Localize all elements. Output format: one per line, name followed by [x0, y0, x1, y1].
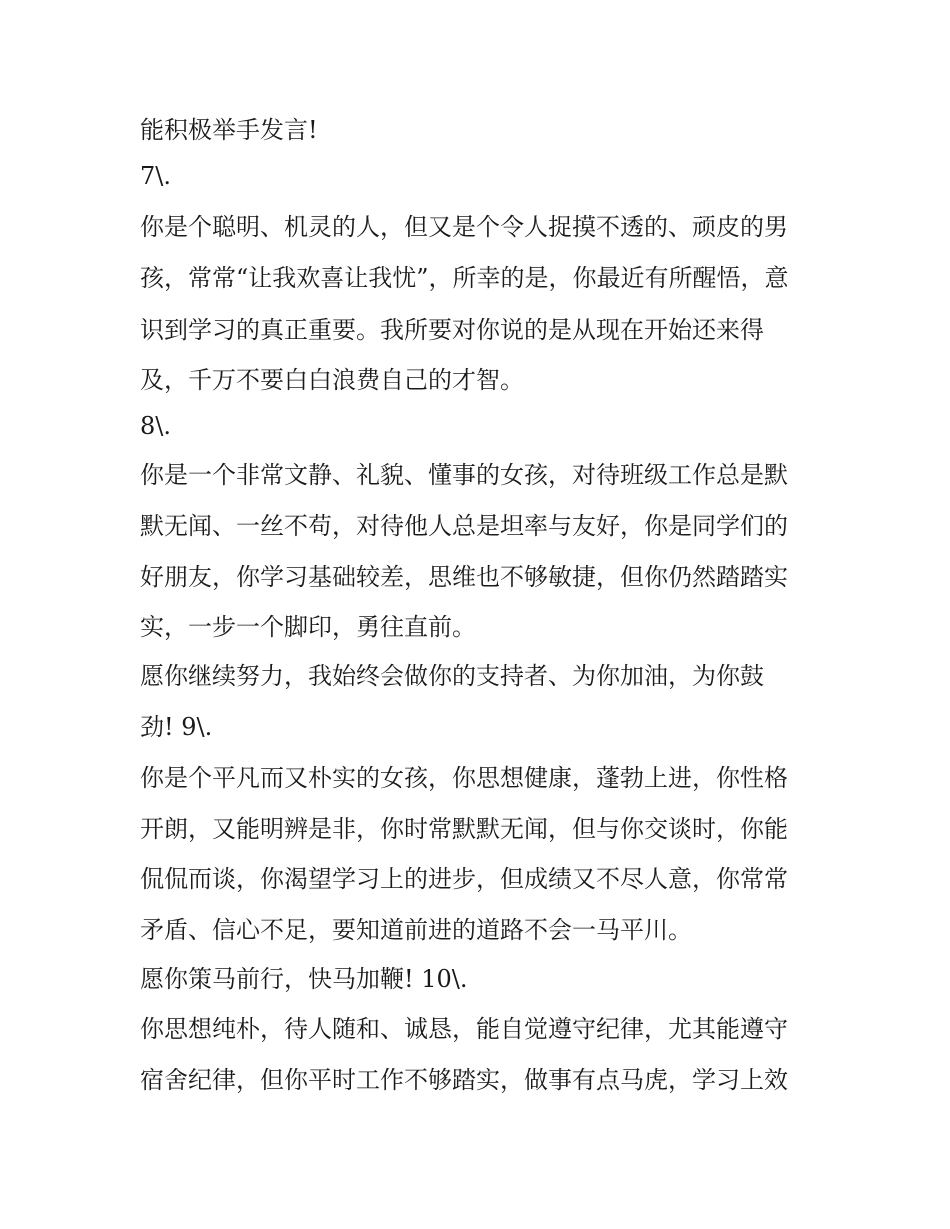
section-number: 8\. — [140, 412, 171, 440]
text-line: 你是个聪明、机灵的人，但又是个令人捉摸不透的、顽皮的男 — [140, 213, 788, 241]
text-line: 你是个平凡而又朴实的女孩，你思想健康，蓬勃上进，你性格 — [140, 764, 788, 792]
text-line: 孩，常常“让我欢喜让我忧”，所幸的是，你最近有所醒悟，意 — [140, 264, 789, 292]
section-number: 7\. — [140, 162, 171, 190]
text-line: 默无闻、一丝不苟，对待他人总是坦率与友好，你是同学们的 — [140, 512, 788, 540]
text-line: 识到学习的真正重要。我所要对你说的是从现在开始还来得 — [140, 316, 764, 344]
text-line: 侃侃而谈，你渴望学习上的进步，但成绩又不尽人意，你常常 — [140, 865, 788, 893]
text-line: 愿你继续努力，我始终会做你的支持者、为你加油，为你鼓 — [140, 662, 764, 690]
text-line: 愿你策马前行，快马加鞭! 10\. — [140, 965, 468, 993]
text-line: 你是一个非常文静、礼貌、懂事的女孩，对待班级工作总是默 — [140, 461, 788, 489]
text-line: 劲! 9\. — [140, 713, 213, 741]
text-line: 宿舍纪律，但你平时工作不够踏实，做事有点马虎，学习上效 — [140, 1066, 788, 1094]
text-line: 好朋友，你学习基础较差，思维也不够敏捷，但你仍然踏踏实 — [140, 563, 788, 591]
text-line: 你思想纯朴，待人随和、诚恳，能自觉遵守纪律，尤其能遵守 — [140, 1015, 788, 1043]
text-line: 开朗，又能明辨是非，你时常默默无闻，但与你交谈时，你能 — [140, 815, 788, 843]
text-line: 能积极举手发言! — [140, 116, 318, 144]
text-line: 矛盾、信心不足，要知道前进的道路不会一马平川。 — [140, 916, 692, 944]
text-line: 及，千万不要白白浪费自己的才智。 — [140, 366, 524, 394]
text-line: 实，一步一个脚印，勇往直前。 — [140, 613, 476, 641]
